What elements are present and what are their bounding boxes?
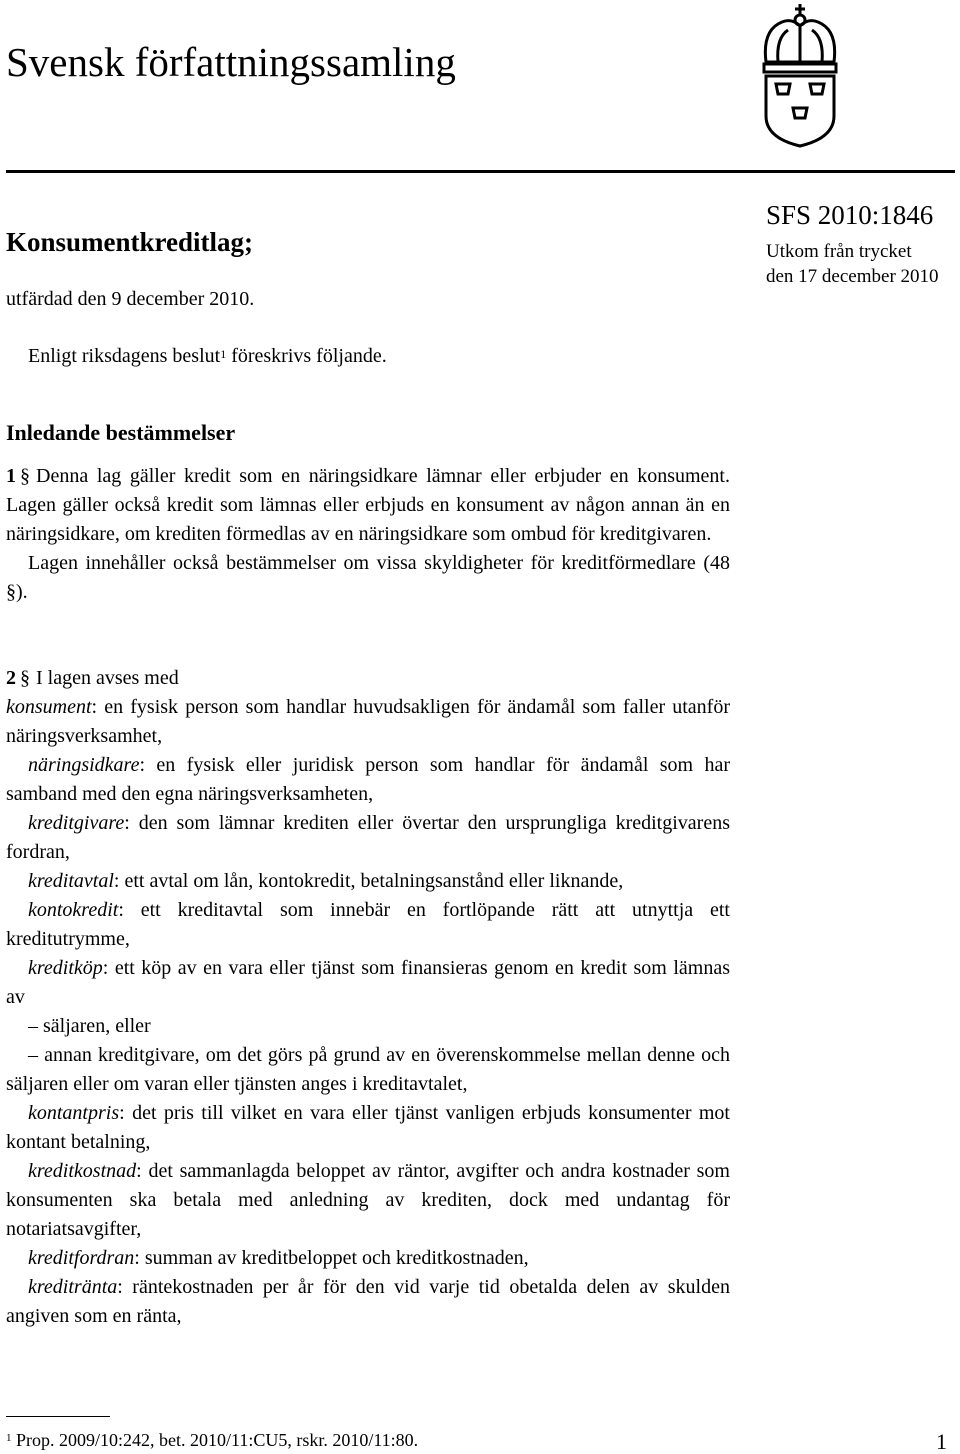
definition-term: kreditkostnad — [28, 1160, 137, 1182]
publication-title: Svensk författningssamling — [6, 39, 456, 85]
footnote-reference[interactable]: 1 — [220, 347, 227, 361]
published-line-1: Utkom från trycket — [766, 241, 912, 262]
definition-term: kreditköp — [28, 957, 103, 979]
section-heading: Inledande bestämmelser — [6, 420, 236, 445]
law-title: Konsumentkreditlag; — [6, 227, 254, 257]
enactment-text-end: föreskrivs följande. — [226, 345, 387, 367]
dash-item: – säljaren, eller — [28, 1015, 151, 1037]
published-line-2: den 17 december 2010 — [766, 266, 939, 287]
enactment-clause — [28, 343, 387, 369]
definition-text: : ett kreditavtal som innebär en fortlöpande rätt att utnyttja ett kreditutrymme, — [6, 899, 730, 950]
footnote-marker: 1 — [6, 1432, 12, 1444]
definition-term: kreditavtal — [28, 870, 114, 892]
definition-text: : en fysisk person som handlar huvudsakligen för ändamål som faller utanför näringsverksamhet, — [6, 696, 730, 747]
definition-term: kreditfordran — [28, 1247, 135, 1269]
definition-term: kreditränta — [28, 1276, 118, 1298]
definition-text: : ett avtal om lån, kontokredit, betalningsanstånd eller liknande, — [113, 870, 624, 892]
definition — [6, 809, 730, 867]
footnote-text: Prop. 2009/10:242, bet. 2010/11:CU5, rskr. 2010/11:80. — [11, 1430, 419, 1450]
definition-text: : ett köp av en vara eller tjänst som finansieras genom en kredit som lämnas av — [6, 957, 730, 1008]
section-2 — [6, 664, 730, 1331]
definition-term: kreditgivare — [28, 812, 125, 834]
definition-text: : summan av kreditbeloppet och kreditkostnaden, — [134, 1247, 529, 1269]
definition — [6, 1099, 730, 1157]
definition — [6, 693, 730, 751]
sfs-number: SFS 2010:1846 — [766, 200, 934, 230]
definition-text: : det sammanlagda beloppet av räntor, avgifter och andra kostnader som konsumenten ska betala med anledning av krediten, dock med undantag för notariatsavgifter, — [6, 1160, 730, 1240]
footnote-rule — [6, 1416, 110, 1417]
definition — [6, 1244, 730, 1273]
section-number: 2 — [6, 667, 16, 689]
section-1-paragraph-2: Lagen innehåller också bestämmelser om vissa skyldigheter för kreditförmedlare (48 §). — [6, 552, 730, 603]
definition-text: : den som lämnar krediten eller övertar den ursprungliga kreditgivarens fordran, — [6, 812, 730, 863]
definition — [6, 867, 730, 896]
section-1-paragraph-1: Denna lag gäller kredit som en näringsidkare lämnar eller erbjuder en konsument. Lagen gäller också kredit som lämnas eller erbjuds en konsument av någon annan än en näringsidkare, om krediten förmedlas av en näringsidkare som ombud för kreditgivaren. — [6, 465, 730, 545]
definition-term: konsument — [6, 696, 92, 718]
definition-text: : räntekostnaden per år för den vid varje tid obetalda delen av skulden angiven som en ränta, — [6, 1276, 730, 1327]
page-number: 1 — [936, 1429, 947, 1454]
footnote — [6, 1428, 418, 1452]
issue-date: utfärdad den 9 december 2010. — [6, 288, 255, 310]
definition-term: kontantpris — [28, 1102, 120, 1124]
definition — [6, 954, 730, 1012]
section-number: 1 — [6, 465, 16, 487]
header-rule — [6, 170, 955, 173]
dash-item: – annan kreditgivare, om det görs på grund av en överenskommelse mellan denne och säljaren eller om varan eller tjänsten anges i kreditavtalet, — [6, 1044, 730, 1095]
section-1 — [6, 462, 730, 607]
definition — [6, 751, 730, 809]
definition — [6, 896, 730, 954]
section-sign: § — [20, 667, 30, 689]
publication-date — [766, 239, 939, 289]
section-sign: § — [20, 465, 30, 487]
definition — [6, 1273, 730, 1331]
state-crest-icon — [752, 0, 848, 150]
definition-term: kontokredit — [28, 899, 119, 921]
definition-text: : det pris till vilket en vara eller tjänst vanligen erbjuds konsumenter mot kontant betalning, — [6, 1102, 730, 1153]
section-2-intro: I lagen avses med — [36, 667, 179, 689]
enactment-text: Enligt riksdagens beslut — [28, 345, 221, 367]
definition — [6, 1157, 730, 1244]
definition-term: näringsidkare — [28, 754, 140, 776]
definition-text: : en fysisk eller juridisk person som handlar för ändamål som har samband med den egna näringsverksamheten, — [6, 754, 730, 805]
